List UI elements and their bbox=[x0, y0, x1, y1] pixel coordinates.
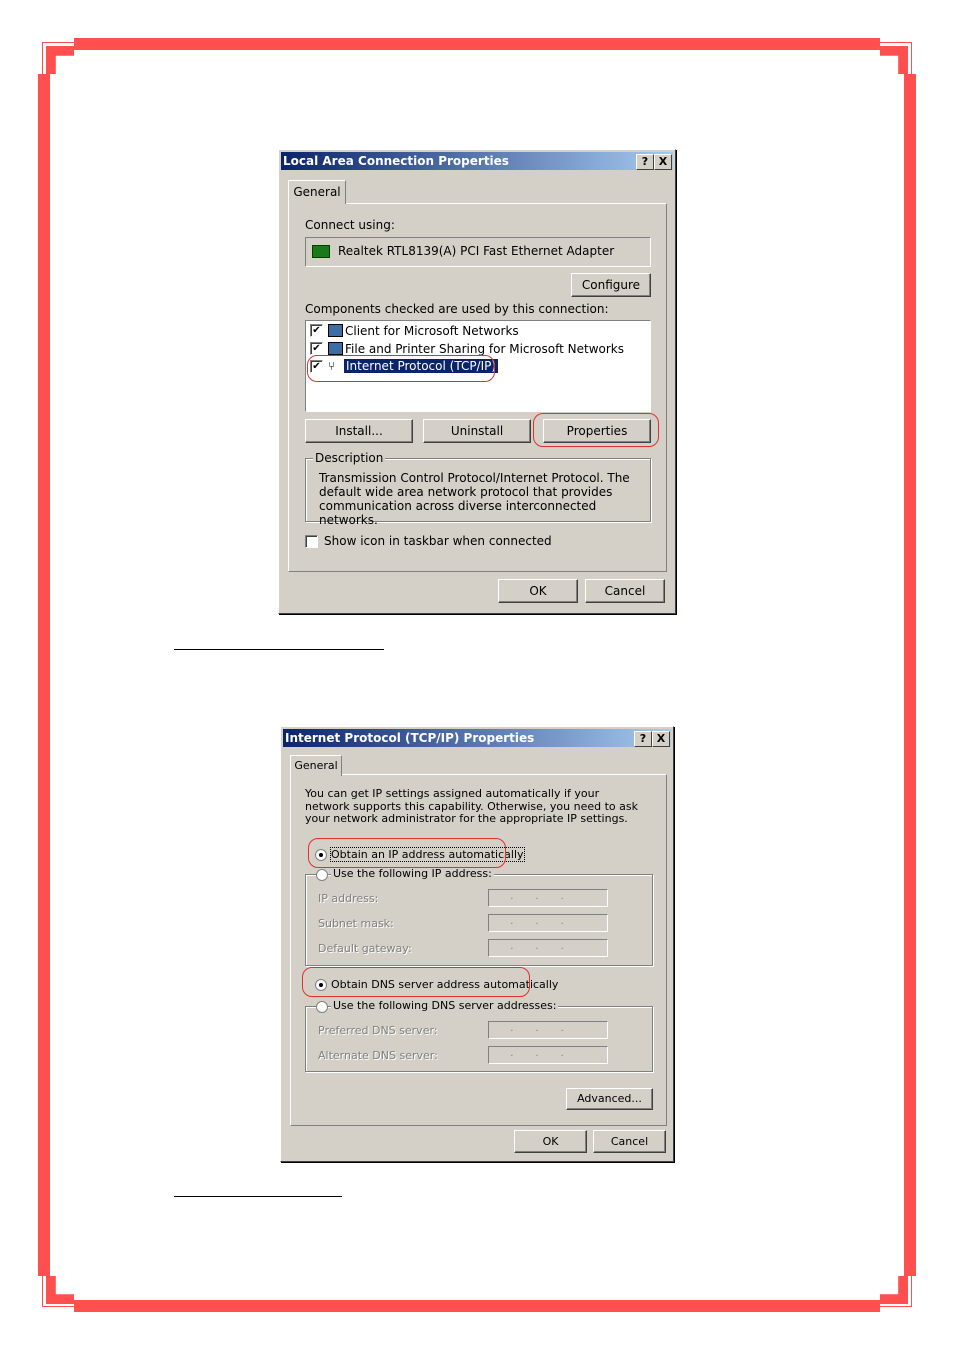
frame-left bbox=[38, 74, 50, 1276]
static-ip-group bbox=[305, 867, 653, 966]
highlight-tcpip-item bbox=[307, 355, 495, 382]
ip-address-label: IP address: bbox=[318, 892, 379, 905]
highlight-obtain-ip bbox=[308, 838, 506, 868]
frame-corner-br bbox=[880, 1276, 908, 1304]
tab-general[interactable]: General bbox=[288, 180, 346, 204]
use-ip-label: Use the following IP address: bbox=[333, 867, 492, 880]
component-label-selected: Internet Protocol (TCP/IP) bbox=[346, 359, 497, 373]
component-label: File and Printer Sharing for Microsoft Networks bbox=[345, 342, 624, 356]
install-button[interactable]: Install... bbox=[305, 419, 413, 443]
subnet-mask-label: Subnet mask: bbox=[318, 917, 394, 930]
network-card-icon bbox=[312, 245, 330, 258]
preferred-dns-label: Preferred DNS server: bbox=[318, 1024, 438, 1037]
advanced-button[interactable]: Advanced... bbox=[566, 1088, 653, 1110]
show-icon-label: Show icon in taskbar when connected bbox=[324, 534, 552, 548]
cancel-button[interactable]: Cancel bbox=[593, 1130, 666, 1153]
frame-thin-right bbox=[911, 42, 912, 1306]
static-dns-group bbox=[305, 999, 653, 1072]
dialog-title: Internet Protocol (TCP/IP) Properties bbox=[285, 731, 535, 745]
component-checkbox[interactable]: ✔ bbox=[310, 342, 323, 355]
uninstall-button[interactable]: Uninstall bbox=[423, 419, 531, 443]
caption-underline-1 bbox=[174, 649, 384, 650]
caption-underline-2 bbox=[174, 1196, 342, 1197]
general-panel bbox=[288, 203, 667, 572]
highlight-properties-button bbox=[533, 413, 659, 447]
tcpip-properties-dialog bbox=[280, 726, 674, 1162]
frame-corner-bl bbox=[46, 1276, 74, 1304]
ok-button[interactable]: OK bbox=[514, 1130, 587, 1153]
preferred-dns-field[interactable]: ... bbox=[488, 1021, 608, 1039]
general-panel bbox=[290, 774, 667, 1126]
subnet-mask-field[interactable]: ... bbox=[488, 914, 608, 932]
frame-corner-tr bbox=[880, 46, 908, 74]
description-text: Transmission Control Protocol/Internet Protocol. The default wide area network protocol that provides communication across diverse interconnected networks. bbox=[319, 471, 630, 527]
computer-icon bbox=[328, 324, 343, 337]
tab-general[interactable]: General bbox=[290, 755, 342, 776]
highlight-obtain-dns bbox=[302, 967, 530, 997]
computer-icon bbox=[328, 342, 343, 355]
cancel-button[interactable]: Cancel bbox=[585, 579, 665, 603]
use-ip-radio[interactable] bbox=[316, 869, 328, 881]
frame-right bbox=[904, 74, 916, 1276]
obtain-dns-label: Obtain DNS server address automatically bbox=[331, 978, 559, 991]
help-button[interactable]: ? bbox=[636, 154, 654, 170]
obtain-ip-label: Obtain an IP address automatically bbox=[331, 848, 524, 861]
frame-thin-left bbox=[42, 42, 43, 1306]
properties-button[interactable]: Properties bbox=[543, 419, 651, 443]
adapter-name: Realtek RTL8139(A) PCI Fast Ethernet Adapter bbox=[338, 244, 615, 258]
default-gateway-field[interactable]: ... bbox=[488, 939, 608, 957]
component-label: Client for Microsoft Networks bbox=[345, 324, 519, 338]
adapter-field bbox=[305, 237, 651, 267]
default-gateway-label: Default gateway: bbox=[318, 942, 412, 955]
intro-text: You can get IP settings assigned automatically if your network supports this capability. Otherwise, you need to ask your network administrator for the appropriate IP settings. bbox=[305, 787, 638, 825]
close-button[interactable]: X bbox=[654, 154, 672, 170]
show-icon-checkbox[interactable] bbox=[305, 535, 318, 548]
help-button[interactable]: ? bbox=[634, 731, 652, 747]
configure-button[interactable]: Configure bbox=[571, 273, 651, 297]
ok-button[interactable]: OK bbox=[498, 579, 578, 603]
frame-thin-top bbox=[42, 42, 912, 43]
close-button[interactable]: X bbox=[652, 731, 670, 747]
dialog-titlebar bbox=[283, 729, 671, 747]
description-group bbox=[305, 451, 651, 527]
network-protocol-icon: ⑂ bbox=[328, 359, 336, 373]
frame-corner-tl bbox=[46, 46, 74, 74]
ip-address-field[interactable]: ... bbox=[488, 889, 608, 907]
description-label: Description bbox=[315, 451, 384, 465]
alternate-dns-label: Alternate DNS server: bbox=[318, 1049, 438, 1062]
dialog-title: Local Area Connection Properties bbox=[283, 154, 509, 168]
component-checkbox[interactable]: ✔ bbox=[310, 360, 323, 373]
frame-top bbox=[74, 38, 880, 50]
component-checkbox[interactable]: ✔ bbox=[310, 324, 323, 337]
use-dns-label: Use the following DNS server addresses: bbox=[333, 999, 557, 1012]
frame-thin-bottom bbox=[42, 1306, 912, 1307]
dialog-titlebar bbox=[281, 152, 673, 170]
alternate-dns-field[interactable]: ... bbox=[488, 1046, 608, 1064]
components-label: Components checked are used by this connection: bbox=[305, 302, 609, 316]
connect-using-label: Connect using: bbox=[305, 218, 395, 232]
use-dns-radio[interactable] bbox=[316, 1001, 328, 1013]
